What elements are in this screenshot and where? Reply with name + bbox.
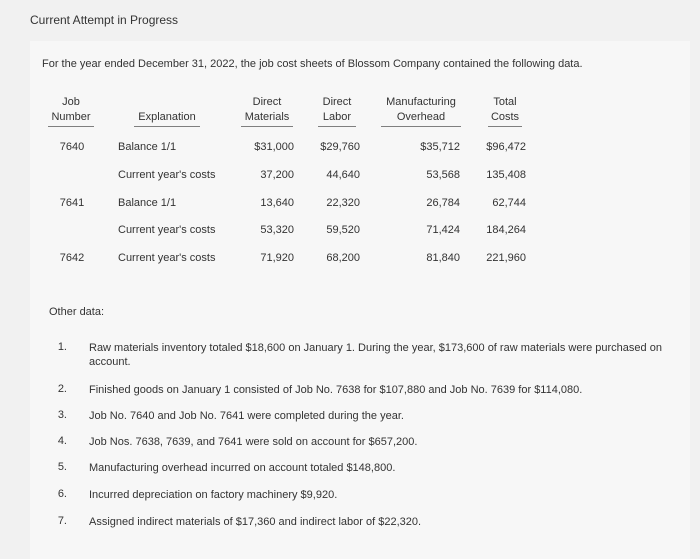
problem-intro: For the year ended December 31, 2022, the job cost sheets of Blossom Company contained the following data.	[42, 58, 583, 70]
manufacturing-overhead-cell: 53,568	[426, 169, 460, 181]
item-number: 6.	[57, 488, 67, 500]
direct-materials-cell: 13,640	[260, 197, 294, 209]
other-data-label: Other data:	[49, 306, 105, 318]
manufacturing-overhead-cell: 71,424	[426, 224, 460, 236]
direct-labor-cell: 59,520	[326, 224, 360, 236]
direct-labor-cell: 22,320	[326, 197, 360, 209]
page-title: Current Attempt in Progress	[30, 13, 179, 27]
item-text: Raw materials inventory totaled $18,600 on January 1. During the year, $173,600 of raw materials were purchased on account.	[89, 342, 662, 368]
item-text: Job Nos. 7638, 7639, and 7641 were sold on account for $657,200.	[89, 436, 418, 448]
total-costs-cell: 221,960	[486, 252, 526, 264]
explanation-cell: Current year's costs	[118, 169, 216, 181]
direct-materials-cell: 53,320	[260, 224, 294, 236]
job-number-cell: 7641	[59, 197, 85, 209]
job-number-cell: 7640	[59, 141, 85, 153]
header-direct-labor: Direct Labor	[318, 95, 356, 127]
explanation-cell: Current year's costs	[118, 252, 216, 264]
manufacturing-overhead-cell: 81,840	[426, 252, 460, 264]
item-number: 7.	[57, 515, 67, 527]
header-job-number: Job Number	[48, 95, 94, 127]
explanation-cell: Balance 1/1	[118, 141, 177, 153]
total-costs-cell: $96,472	[486, 141, 526, 153]
header-manufacturing-overhead: Manufacturing Overhead	[381, 95, 461, 127]
total-costs-cell: 135,408	[486, 169, 526, 181]
manufacturing-overhead-cell: $35,712	[420, 141, 460, 153]
problem-panel	[30, 41, 690, 559]
direct-materials-cell: $31,000	[254, 141, 294, 153]
explanation-cell: Current year's costs	[118, 224, 216, 236]
direct-materials-cell: 37,200	[260, 169, 294, 181]
total-costs-cell: 62,744	[492, 197, 526, 209]
direct-labor-cell: 44,640	[326, 169, 360, 181]
job-number-cell: 7642	[59, 252, 85, 264]
item-number: 1.	[57, 341, 67, 353]
explanation-cell: Balance 1/1	[118, 197, 177, 209]
header-total-costs: Total Costs	[488, 95, 522, 127]
item-number: 3.	[57, 409, 67, 421]
item-number: 2.	[57, 383, 67, 395]
item-number: 5.	[57, 461, 67, 473]
item-text: Assigned indirect materials of $17,360 and indirect labor of $22,320.	[89, 516, 422, 528]
total-costs-cell: 184,264	[486, 224, 526, 236]
item-text: Finished goods on January 1 consisted of Job No. 7638 for $107,880 and Job No. 7639 for $114,080.	[89, 384, 583, 396]
item-text: Manufacturing overhead incurred on account totaled $148,800.	[89, 462, 396, 474]
item-number: 4.	[57, 435, 67, 447]
direct-labor-cell: 68,200	[326, 252, 360, 264]
header-direct-materials: Direct Materials	[241, 95, 293, 127]
direct-labor-cell: $29,760	[320, 141, 360, 153]
item-text: Incurred depreciation on factory machinery $9,920.	[89, 489, 338, 501]
item-text: Job No. 7640 and Job No. 7641 were completed during the year.	[89, 410, 404, 422]
manufacturing-overhead-cell: 26,784	[426, 197, 460, 209]
direct-materials-cell: 71,920	[260, 252, 294, 264]
header-explanation: Explanation	[134, 110, 200, 127]
